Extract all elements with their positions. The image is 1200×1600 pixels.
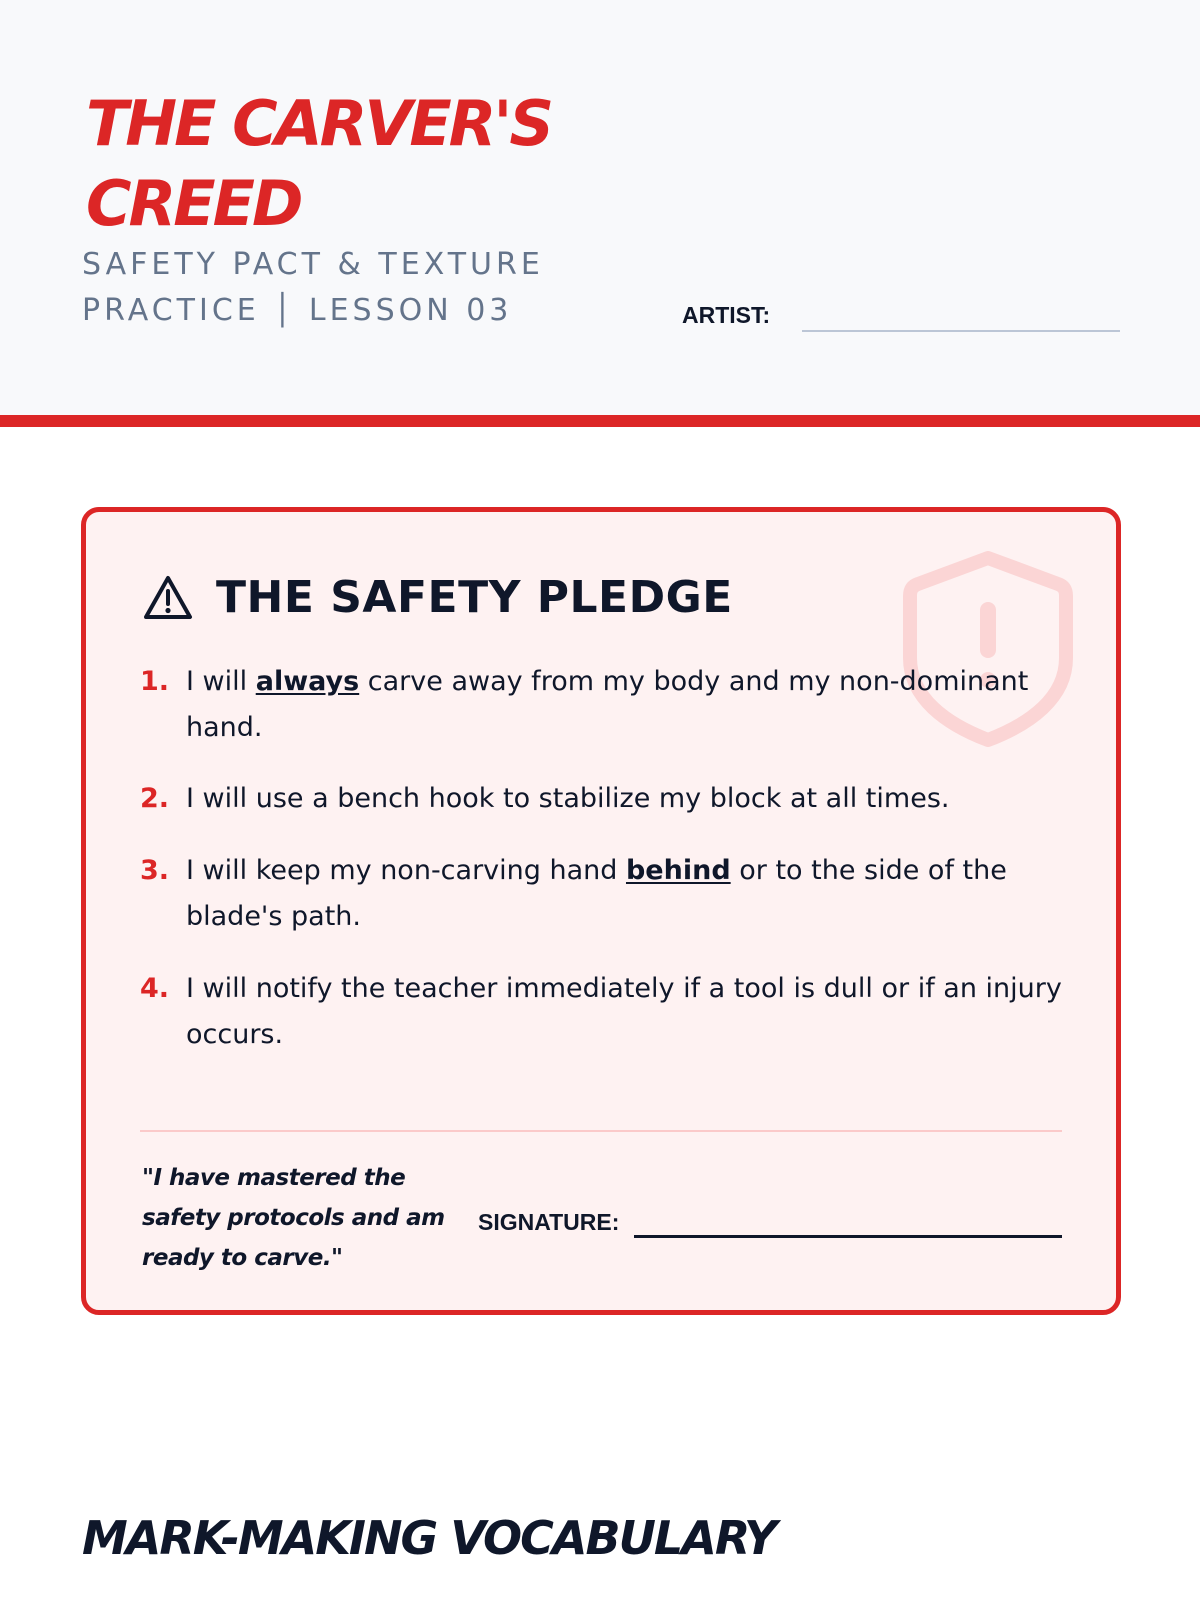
safety-pledge-card — [81, 507, 1121, 1315]
worksheet-title: THE CARVER'S CREED — [86, 87, 552, 240]
pledge-item-text: I will use a bench hook to stabilize my block at all times. — [186, 783, 950, 814]
pledge-item — [140, 966, 1070, 1058]
pledge-item-text: I will keep my non-carving hand behind or to the side of the blade's path. — [186, 855, 1007, 932]
pledge-title: THE SAFETY PLEDGE — [216, 572, 733, 623]
artist-label: ARTIST: — [682, 302, 771, 328]
worksheet-subtitle: SAFETY PACT & TEXTURE PRACTICE │ LESSON 03 — [82, 247, 544, 328]
pledge-item-number: 3. — [140, 855, 170, 886]
header-divider — [0, 415, 1200, 427]
warning-triangle-icon — [142, 574, 194, 622]
pledge-item-number: 4. — [140, 973, 170, 1004]
pledge-item-number: 2. — [140, 783, 170, 814]
pledge-item-text: I will notify the teacher immediately if a tool is dull or if an injury occurs. — [186, 973, 1062, 1050]
pledge-divider — [140, 1130, 1062, 1132]
pledge-item-text: I will always carve away from my body and my non-dominant hand. — [186, 666, 1029, 743]
pledge-quote: "I have mastered the safety protocols and am ready to carve." — [142, 1165, 445, 1271]
signature-label: SIGNATURE: — [478, 1209, 620, 1235]
pledge-item-number: 1. — [140, 666, 170, 697]
worksheet-header — [0, 0, 1200, 415]
pledge-emphasis: always — [255, 666, 360, 697]
artist-name-field[interactable] — [802, 330, 1120, 332]
pledge-item — [140, 659, 1070, 751]
pledge-emphasis: behind — [625, 855, 731, 886]
signature-field[interactable] — [634, 1235, 1062, 1238]
pledge-item — [140, 776, 1070, 822]
pledge-item — [140, 848, 1070, 940]
vocabulary-heading: MARK-MAKING VOCABULARY — [82, 1511, 776, 1565]
